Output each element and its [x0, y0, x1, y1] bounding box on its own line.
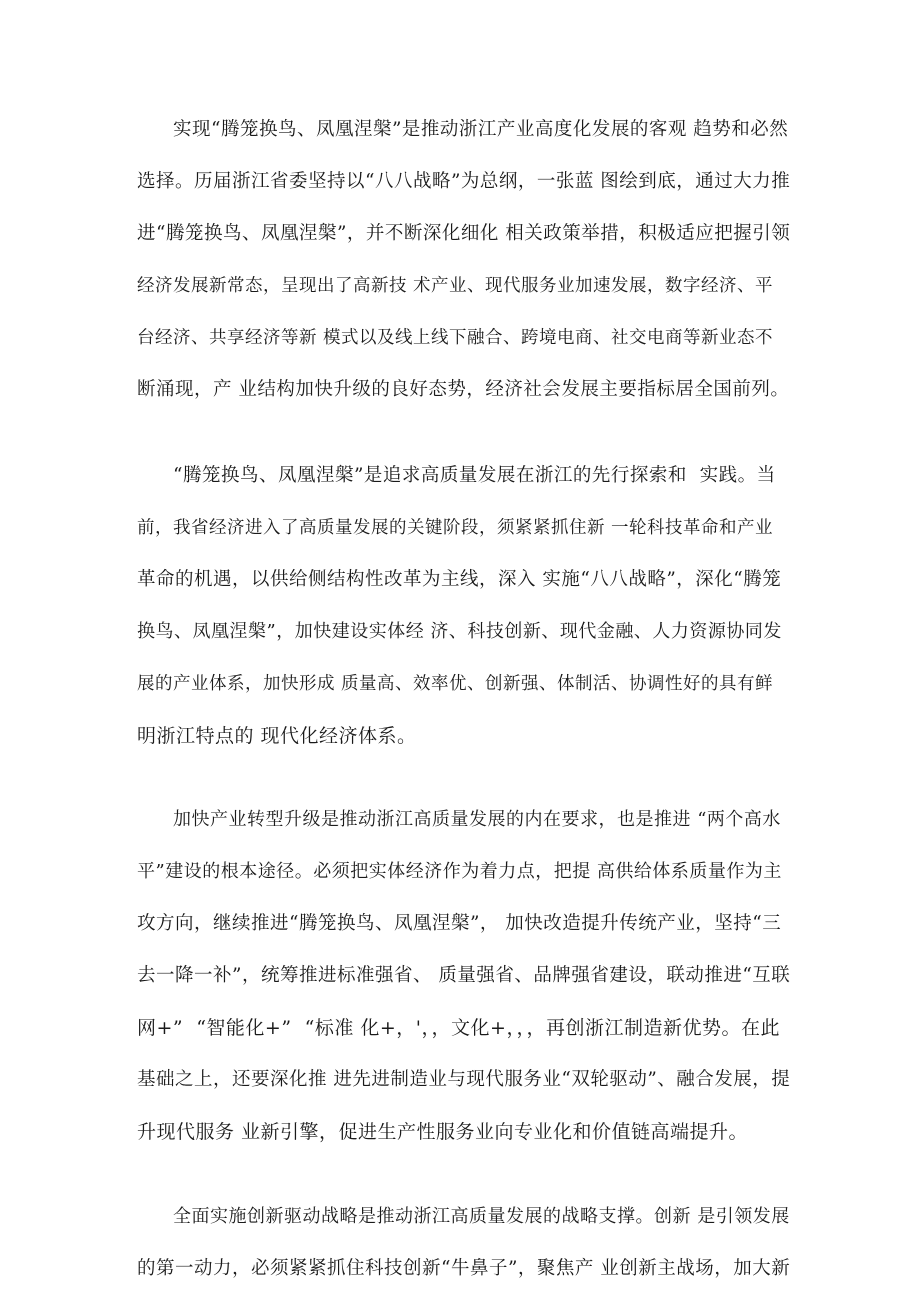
text-line: 升现代服务 业新引擎，促进生产性服务业向专业化和价值链高端提升。	[137, 1121, 749, 1143]
text-line: 断涌现，产 业结构加快升级的良好态势，经济社会发展主要指标居全国前列。	[137, 379, 790, 400]
text-line: 平”建设的根本途径。必须把实体经济作为着力点，把提 高供给体系质量作为主	[137, 861, 782, 882]
text-line: “腾笼换鸟、凤凰涅槃”是追求高质量发展在浙江的先行探索和 实践。当	[173, 465, 776, 486]
text-line: 展的产业体系，加快形成 质量高、效率优、创新强、体制活、协调性好的具有鲜	[137, 674, 774, 694]
text-line: 的第一动力，必须紧紧抓住科技创新“牛鼻子”，聚焦产 业创新主战场，加大新	[137, 1258, 791, 1279]
text-line: 实现“腾笼换鸟、凤凰涅槃”是推动浙江产业高度化发展的客观 趋势和必然	[173, 119, 789, 140]
text-line: 基础之上，还要深化推 进先进制造业与现代服务业“双轮驱动”、融合发展，提	[137, 1069, 791, 1090]
text-line: 进“腾笼换鸟、凤凰涅槃”，并不断深化细化 相关政策举措，积极适应把握引领	[137, 223, 791, 244]
text-line: 加快产业转型升级是推动浙江高质量发展的内在要求，也是推进 “两个高水	[173, 809, 781, 830]
text-line: 革命的机遇，以供给侧结构性改革为主线，深入 实施“八八战略”，深化“腾笼	[137, 569, 782, 590]
text-line: 明浙江特点的 现代化经济体系。	[137, 725, 417, 747]
text-line: 全面实施创新驱动战略是推动浙江高质量发展的战略支撑。创新 是引领发展	[173, 1206, 790, 1227]
text-line: 选择。历届浙江省委坚持以“八八战略”为总纲，一张蓝 图绘到底，通过大力推	[137, 171, 791, 192]
text-line: 台经济、共享经济等新 模式以及线上线下融合、跨境电商、社交电商等新业态不	[137, 328, 774, 348]
text-line: 前，我省经济进入了高质量发展的关键阶段，须紧紧抓住新 一轮科技革命和产业	[137, 518, 774, 538]
text-line: 网+” “智能化+” “标准 化+，'，，文化+，，，再创浙江制造新优势。在此	[137, 1017, 780, 1039]
text-line: 换鸟、凤凰涅槃”，加快建设实体经 济、科技创新、现代金融、人力资源协同发	[137, 621, 782, 642]
text-line: 去一降一补”，统筹推进标准强省、 质量强省、品牌强省建设，联动推进“互联	[137, 965, 791, 986]
text-line: 攻方向，继续推进“腾笼换鸟、凤凰涅槃”， 加快改造提升传统产业，坚持“三	[137, 913, 782, 934]
text-line: 经济发展新常态，呈现出了高新技 术产业、现代服务业加速发展，数字经济、平	[137, 276, 774, 296]
